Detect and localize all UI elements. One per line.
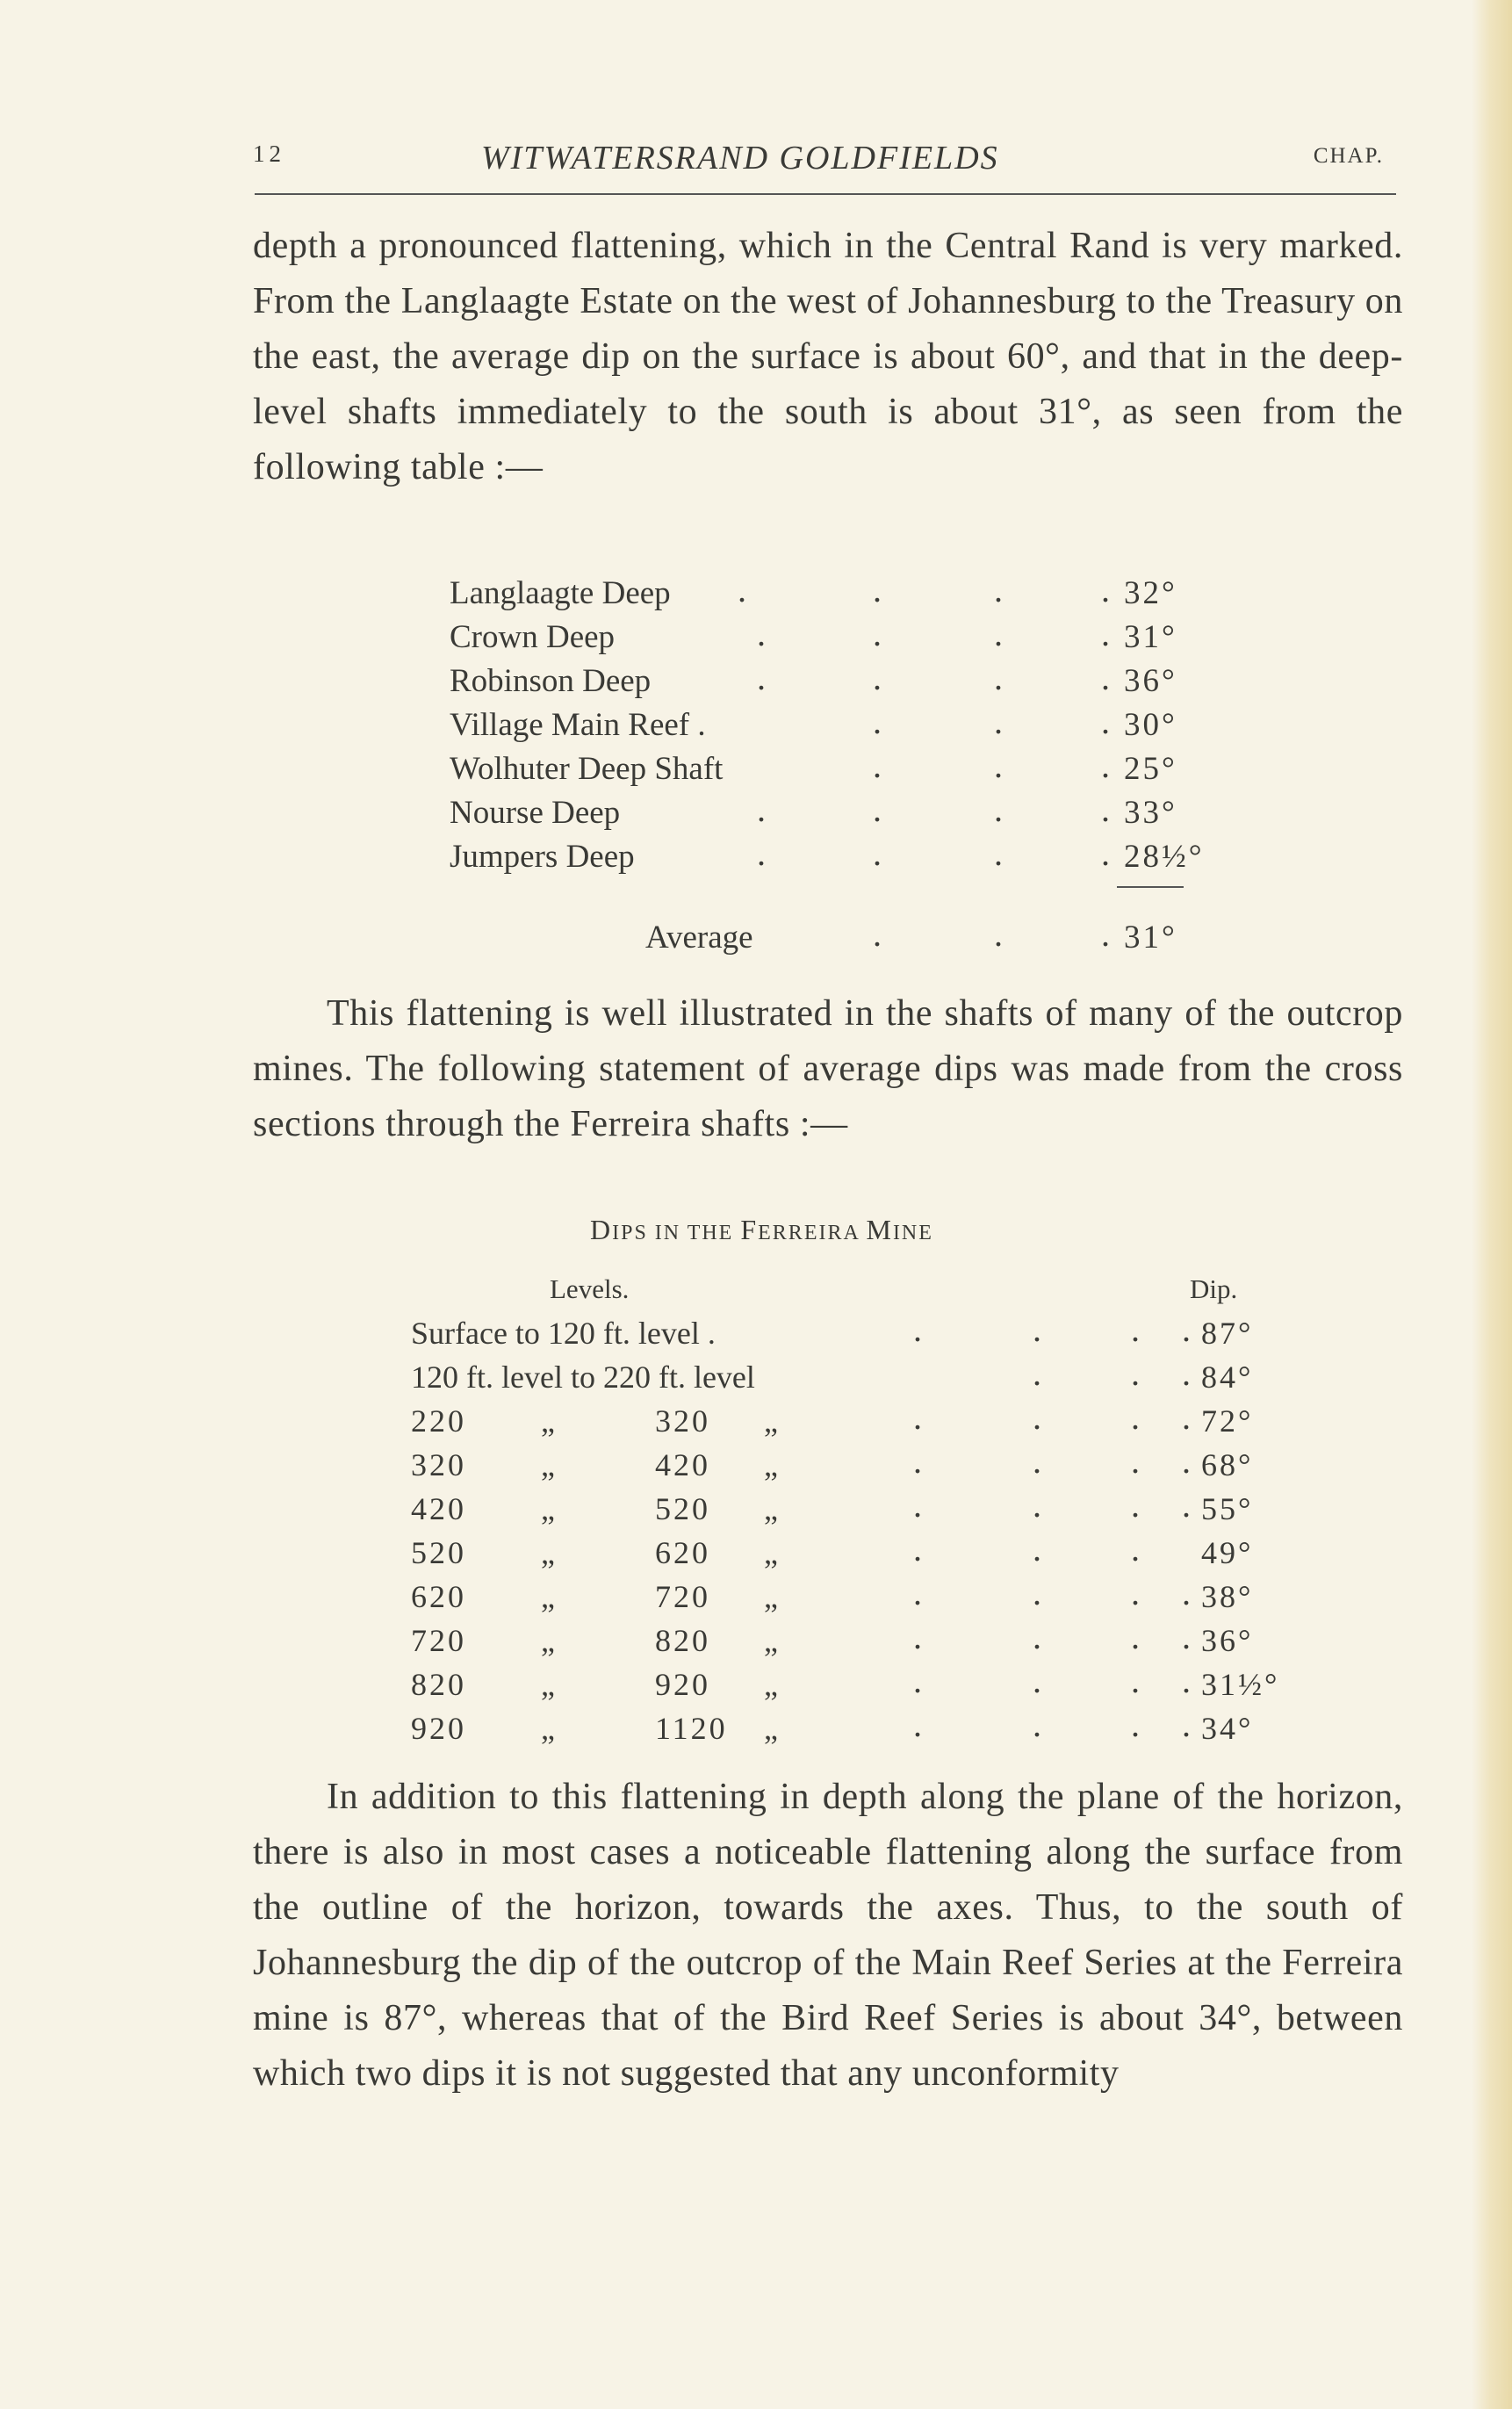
page-edge-shadow (1472, 0, 1512, 2409)
level-to: 320 (655, 1403, 710, 1439)
running-title: WITWATERSRAND GOLDFIELDS (481, 140, 999, 177)
level-to: 720 (655, 1579, 710, 1614)
level-from: 420 (411, 1491, 466, 1526)
level-range: 120 ft. level to 220 ft. level (411, 1360, 755, 1395)
dip-value: 33° (1124, 795, 1177, 831)
dip-value: 68° (1201, 1447, 1254, 1482)
header-rule (255, 193, 1396, 195)
level-to: 620 (655, 1535, 710, 1570)
paragraph-2: This flattening is well illustrated in the shafts of many of the outcrop mines. The following statement of average dips was made from the cross sections through the Ferreira shafts :— (253, 993, 1403, 1144)
table-header (411, 1267, 1289, 1311)
dip-value: 55° (1201, 1491, 1254, 1526)
dip-value: 49° (1201, 1535, 1254, 1570)
level-from: 520 (411, 1535, 466, 1570)
table-row: 620 „ 720 „ . . . . 38° (411, 1575, 1289, 1619)
dip-value: 25° (1124, 751, 1177, 787)
table-row: 920 „ 1120 „ . . . . 34° (411, 1706, 1289, 1750)
mine-name: Crown Deep (450, 619, 616, 655)
table-row: Langlaagte Deep . . . . 32° (450, 572, 1262, 616)
table-row: 520 „ 620 „ . . . 49° (411, 1531, 1289, 1575)
table-row: Robinson Deep . . . . 36° (450, 660, 1262, 703)
paragraph-1: depth a pronounced flattening, which in the Central Rand is very marked. From the Langlaagte Estate on the west of Johannesburg to the Treasury on the east, the average dip on the surface is about 60°, and that in the deep-level shafts immediately to the south is about 31°, as seen from the following table :— (253, 226, 1403, 487)
ferreira-dip-table (411, 1267, 1289, 1750)
dip-value: 72° (1201, 1403, 1254, 1439)
chapter-label: CHAP. (1313, 144, 1384, 168)
average-label: Average (645, 920, 753, 956)
dip-value: 87° (1201, 1316, 1254, 1351)
level-from: 720 (411, 1623, 466, 1658)
table-row: Nourse Deep . . . . 33° (450, 791, 1262, 835)
level-from: 920 (411, 1711, 466, 1746)
deep-level-dip-table (450, 572, 1262, 879)
level-from: 220 (411, 1403, 466, 1439)
mine-name: Robinson Deep (450, 663, 652, 699)
level-from: 820 (411, 1667, 466, 1702)
dip-value: 84° (1201, 1360, 1254, 1395)
dip-value: 34° (1201, 1711, 1254, 1746)
dip-value: 31° (1124, 619, 1177, 655)
mine-name: Village Main Reef . (450, 707, 706, 743)
page-number: 12 (253, 141, 285, 167)
level-to: 520 (655, 1491, 710, 1526)
dip-header: Dip. (1190, 1273, 1238, 1304)
average-value: 31° (1124, 920, 1177, 956)
mine-name: Langlaagte Deep (450, 575, 671, 611)
table-row: 820 „ 920 „ . . . . 31½° (411, 1662, 1289, 1706)
dip-value: 36° (1201, 1623, 1254, 1658)
level-range: Surface to 120 ft. level . (411, 1316, 716, 1351)
dip-value: 31½° (1201, 1667, 1280, 1702)
table-row: 120 ft. level to 220 ft. level . . . 84° (411, 1355, 1289, 1399)
level-from: 620 (411, 1579, 466, 1614)
level-to: 420 (655, 1447, 710, 1482)
running-header (253, 139, 1401, 183)
table-row: 220 „ 320 „ . . . . 72° (411, 1399, 1289, 1443)
table-row: Surface to 120 ft. level . . . . . 87° (411, 1311, 1289, 1355)
dip-value: 32° (1124, 575, 1177, 611)
table-row: Village Main Reef . . . . 30° (450, 703, 1262, 747)
ferreira-table-caption: DIPS IN THE FERREIRA MINE (590, 1214, 933, 1245)
table-row: Wolhuter Deep Shaft . . . 25° (450, 747, 1262, 791)
dip-value: 28½° (1124, 839, 1205, 875)
level-to: 920 (655, 1667, 710, 1702)
sum-rule (1117, 886, 1184, 888)
table-row: Jumpers Deep . . . . 28½° (450, 835, 1262, 879)
level-to: 820 (655, 1623, 710, 1658)
mine-name: Jumpers Deep (450, 839, 635, 875)
dip-value: 36° (1124, 663, 1177, 699)
mine-name: Wolhuter Deep Shaft (450, 751, 724, 787)
table-row: 420 „ 520 „ . . . . 55° (411, 1487, 1289, 1531)
dip-value: 38° (1201, 1579, 1254, 1614)
levels-header: Levels. (550, 1273, 630, 1304)
paragraph-3: In addition to this flattening in depth along the plane of the horizon, there is also in most cases a noticeable flattening along the surface from the outline of the horizon, towards the axes. Thus, to the south of Johannesburg the dip of the outcrop of the Main Reef Series at the Ferreira mine is 87°, whereas that of the Bird Reef Series is about 34°, between which two dips it is not suggested that any unconformity (253, 1777, 1403, 2094)
table-row: Crown Deep . . . . 31° (450, 616, 1262, 660)
average-row: Average . . . 31° (450, 916, 1262, 960)
mine-name: Nourse Deep (450, 795, 621, 831)
dip-value: 30° (1124, 707, 1177, 743)
table-row: 720 „ 820 „ . . . . 36° (411, 1619, 1289, 1662)
table-row: 320 „ 420 „ . . . . 68° (411, 1443, 1289, 1487)
level-from: 320 (411, 1447, 466, 1482)
level-to: 1120 (655, 1711, 728, 1746)
